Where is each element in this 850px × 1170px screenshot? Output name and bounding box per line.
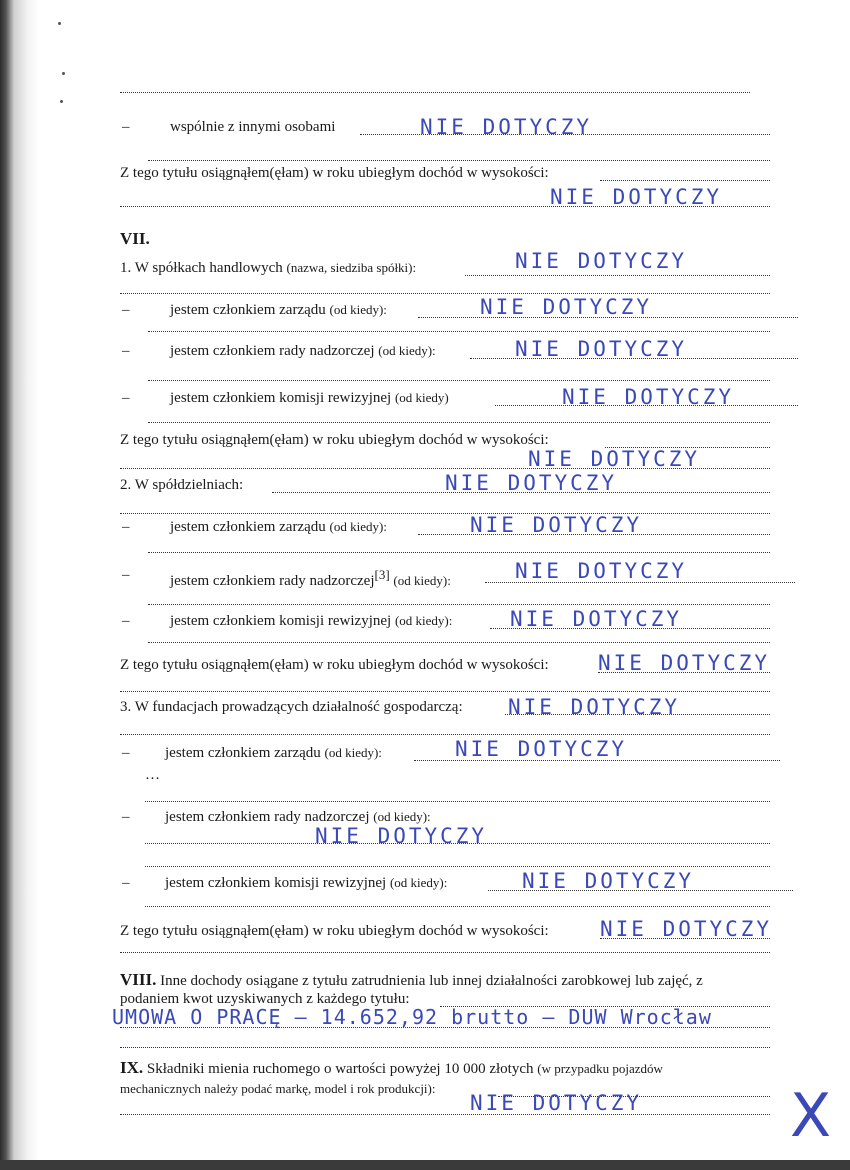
viii-value: UMOWA O PRACĘ – 14.652,92 brutto – DUW Wrocław [112, 1005, 712, 1029]
dotted-line [120, 1027, 770, 1028]
section-viii-line1: VIII. Inne dochody osiągane z tytułu zatrudnienia lub innej działalności zarobkowej lub zajęć, z [120, 970, 703, 989]
income-value: NIE DOTYCZY [550, 185, 723, 209]
joint-label: wspólnie z innymi osobami [170, 119, 336, 135]
dotted-line [145, 906, 770, 907]
income2-value: NIE DOTYCZY [598, 651, 771, 675]
coop-audit-value: NIE DOTYCZY [510, 607, 683, 631]
dotted-line [120, 513, 770, 514]
fund-audit-label: jestem członkiem komisji rewizyjnej (od kiedy): [165, 875, 448, 891]
coop-supervisory-label: jestem członkiem rady nadzorczej[3] (od kiedy): [170, 567, 451, 589]
dotted-line [120, 92, 750, 93]
income3-value: NIE DOTYCZY [600, 917, 773, 941]
dotted-line [120, 691, 770, 692]
fund-board-value: NIE DOTYCZY [455, 737, 628, 761]
dotted-line [120, 293, 770, 294]
supervisory-value: NIE DOTYCZY [515, 337, 688, 361]
bullet: – [122, 613, 130, 629]
joint-value: NIE DOTYCZY [420, 115, 593, 139]
p1-value: NIE DOTYCZY [515, 249, 688, 273]
dotted-line [148, 380, 770, 381]
supervisory-label: jestem członkiem rady nadzorczej (od kiedy): [170, 343, 436, 359]
p3-value: NIE DOTYCZY [508, 695, 681, 719]
scan-bottom-edge [0, 1160, 850, 1170]
bullet: – [122, 567, 130, 583]
dotted-line [148, 422, 770, 423]
bullet: – [122, 519, 130, 535]
ix-value: NIE DOTYCZY [470, 1091, 643, 1115]
fund-ellipsis: … [145, 767, 160, 783]
fund-board-label: jestem członkiem zarządu (od kiedy): [165, 745, 382, 761]
coop-supervisory-value: NIE DOTYCZY [515, 559, 688, 583]
dotted-line [120, 1047, 770, 1048]
dotted-line [120, 206, 770, 207]
income1-value: NIE DOTYCZY [528, 447, 701, 471]
income1-label: Z tego tytułu osiągnąłem(ęłam) w roku ubiegłym dochód w wysokości: [120, 432, 549, 448]
section-heading-vii: VII. [120, 229, 150, 248]
p2-value: NIE DOTYCZY [445, 471, 618, 495]
bullet: – [122, 875, 130, 891]
bullet: – [122, 809, 130, 825]
coop-audit-label: jestem członkiem komisji rewizyjnej (od kiedy): [170, 613, 453, 629]
income-label: Z tego tytułu osiągnąłem(ęłam) w roku ubiegłym dochód w wysokości: [120, 165, 549, 181]
bullet: – [122, 302, 130, 318]
audit-value: NIE DOTYCZY [562, 385, 735, 409]
coop-board-label: jestem członkiem zarządu (od kiedy): [170, 519, 387, 535]
handwritten-x-mark: X [790, 1081, 832, 1151]
coop-board-value: NIE DOTYCZY [470, 513, 643, 537]
p3-label: 3. W fundacjach prowadzących działalność gospodarczą: [120, 699, 463, 715]
dotted-line [148, 331, 770, 332]
p1-label: 1. W spółkach handlowych (nazwa, siedziba spółki): [120, 260, 417, 276]
board-label: jestem członkiem zarządu (od kiedy): [170, 302, 387, 318]
scan-left-edge [0, 0, 40, 1170]
audit-label: jestem członkiem komisji rewizyjnej (od kiedy) [170, 390, 449, 406]
dotted-line [148, 552, 770, 553]
dotted-line [600, 180, 770, 181]
board-value: NIE DOTYCZY [480, 295, 653, 319]
dotted-line [120, 468, 770, 469]
scan-speck [60, 100, 63, 103]
bullet: – [122, 390, 130, 406]
dotted-line [148, 642, 770, 643]
bullet: – [122, 745, 130, 761]
dotted-line [120, 952, 770, 953]
fund-supervisory-label: jestem członkiem rady nadzorczej (od kiedy): [165, 809, 431, 825]
dotted-line [120, 734, 770, 735]
section-viii-line2: podaniem kwot uzyskiwanych z każdego tytułu: [120, 991, 410, 1007]
dotted-line [148, 604, 770, 605]
income2-label: Z tego tytułu osiągnąłem(ęłam) w roku ubiegłym dochód w wysokości: [120, 657, 549, 673]
section-ix-line2: mechanicznych należy podać markę, model i rok produkcji): [120, 1081, 436, 1096]
dotted-line [145, 801, 770, 802]
bullet: – [122, 343, 130, 359]
p2-label: 2. W spółdzielniach: [120, 477, 244, 493]
dotted-line [145, 866, 770, 867]
fund-supervisory-value: NIE DOTYCZY [315, 824, 488, 848]
dotted-line [120, 1114, 770, 1115]
dotted-line [465, 275, 770, 276]
section-ix-line1: IX. Składniki mienia ruchomego o wartości powyżej 10 000 złotych (w przypadku pojazdów [120, 1058, 663, 1077]
bullet: – [122, 119, 130, 135]
dotted-line [148, 160, 770, 161]
fund-audit-value: NIE DOTYCZY [522, 869, 695, 893]
scan-speck [58, 22, 61, 25]
scan-speck [62, 72, 65, 75]
income3-label: Z tego tytułu osiągnąłem(ęłam) w roku ubiegłym dochód w wysokości: [120, 923, 549, 939]
